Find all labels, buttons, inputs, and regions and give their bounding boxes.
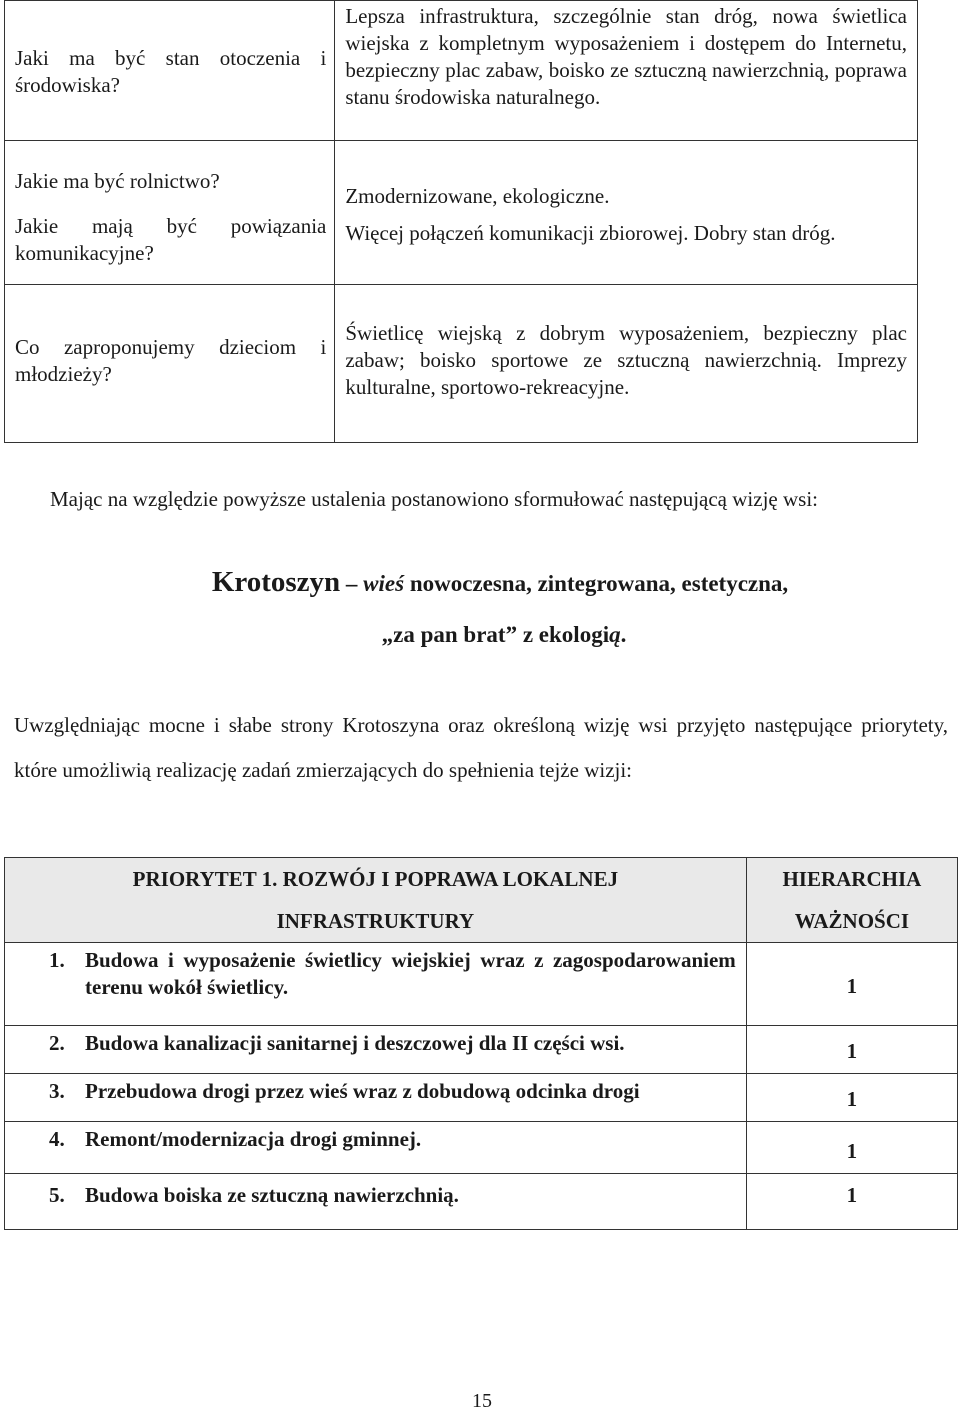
question-cell: [5, 285, 335, 443]
list-item: [5, 1074, 746, 1105]
item-text: Budowa i wyposażenie świetlicy wiejskiej wraz z zagospodarowaniem terenu wokół świetlicy.: [85, 948, 736, 999]
qa-row: [5, 1, 918, 141]
answer-text: Świetlicę wiejską z dobrym wyposażeniem, bezpieczny plac zabaw; boisko sportowe ze sztuczną nawierzchnią. Imprezy kulturalne, sportowo-rekreacyjne.: [345, 321, 907, 399]
rank-cell: [746, 1122, 957, 1174]
vision-intro: Mając na względzie powyższe ustalenia postanowiono sformułować następującą wizję wsi:: [50, 487, 818, 511]
rank-cell: [746, 1074, 957, 1122]
priority-item-cell: [5, 1074, 747, 1122]
question-text: Co zaproponujemy dzieciom i młodzieży?: [15, 335, 327, 386]
item-text: Remont/modernizacja drogi gminnej.: [85, 1127, 422, 1151]
vision-dash: –: [345, 571, 358, 596]
question-text: Jakie mają być powiązania komunikacyjne?: [15, 214, 327, 265]
question-text: Jaki ma być stan otoczenia i środowiska?: [15, 46, 327, 97]
vision-village-word: wieś: [363, 571, 405, 596]
qa-row: [5, 141, 918, 285]
item-number: 1.: [49, 948, 65, 972]
qa-row: [5, 285, 918, 443]
item-number: 4.: [49, 1127, 65, 1151]
list-item: [5, 1122, 746, 1153]
item-text: Budowa boiska ze sztuczną nawierzchnią.: [85, 1183, 459, 1207]
priority-item-cell: [5, 1174, 747, 1230]
priority-header-row: [5, 858, 958, 943]
answer-cell: [335, 141, 918, 285]
item-text: Przebudowa drogi przez wieś wraz z dobudową odcinka drogi: [85, 1079, 640, 1103]
rank-header-cell: [746, 858, 957, 943]
rank-value: 1: [846, 1087, 858, 1111]
priorities-paragraph: Uwzględniając mocne i słabe strony Krotoszyna oraz określoną wizję wsi przyjęto następujące priorytety, które umożliwią realizację zadań zmierzających do spełnienia tejże wizji:: [14, 713, 948, 782]
priority-item-row: [5, 1174, 958, 1230]
priority-title-line-1: PRIORYTET 1. ROZWÓJ I POPRAWA LOKALNEJ: [132, 867, 619, 891]
rank-value: 1: [846, 1183, 858, 1207]
rank-value: 1: [846, 1039, 858, 1063]
vision-statement-line-2: [4, 622, 960, 648]
answer-text: Zmodernizowane, ekologiczne.: [345, 184, 610, 208]
rank-cell: [746, 943, 957, 1026]
question-cell: [5, 1, 335, 141]
rank-cell: [746, 1026, 957, 1074]
rank-value: 1: [846, 974, 858, 998]
question-cell: [5, 141, 335, 285]
vision-slogan: „za pan brat” z ekologi: [381, 622, 610, 647]
list-item: [5, 943, 746, 1001]
priority-table: [4, 857, 958, 1230]
vision-slogan-ending: ą: [609, 622, 621, 647]
item-number: 3.: [49, 1079, 65, 1103]
question-text: Jakie ma być rolnictwo?: [15, 169, 220, 193]
item-number: 5.: [49, 1183, 65, 1207]
vision-adjectives: nowoczesna, zintegrowana, estetyczna,: [409, 571, 789, 596]
priority-title-cell: [5, 858, 747, 943]
answer-cell: [335, 1, 918, 141]
priority-title-line-2: INFRASTRUKTURY: [276, 909, 475, 933]
rank-cell: [746, 1174, 957, 1230]
priority-item-row: [5, 1026, 958, 1074]
priority-item-cell: [5, 1122, 747, 1174]
village-name: Krotoszyn: [211, 566, 341, 598]
priority-item-cell: [5, 1026, 747, 1074]
item-number: 2.: [49, 1031, 65, 1055]
rank-value: 1: [846, 1139, 858, 1163]
rank-header-line-1: HIERARCHIA: [782, 867, 922, 891]
priority-item-cell: [5, 943, 747, 1026]
answer-cell: [335, 285, 918, 443]
list-item: [5, 1026, 746, 1057]
rank-header-line-2: WAŻNOŚCI: [794, 909, 910, 933]
vision-statement-line-1: [0, 566, 960, 599]
vision-slogan-period: .: [620, 622, 627, 647]
item-text: Budowa kanalizacji sanitarnej i deszczowej dla II części wsi.: [85, 1031, 625, 1055]
vision-questions-table: [4, 0, 918, 443]
answer-text: Lepsza infrastruktura, szczególnie stan dróg, nowa świetlica wiejska z kompletnym wyposażeniem i dostępem do Internetu, bezpieczny plac zabaw, boisko ze sztuczną nawierzchnią, poprawa stanu środowiska naturalnego.: [345, 4, 907, 109]
priority-item-row: [5, 1122, 958, 1174]
list-item: [5, 1174, 746, 1209]
answer-text: Więcej połączeń komunikacji zbiorowej. Dobry stan dróg.: [345, 221, 836, 245]
priority-item-row: [5, 943, 958, 1026]
priority-item-row: [5, 1074, 958, 1122]
page-number: 15: [472, 1390, 492, 1412]
